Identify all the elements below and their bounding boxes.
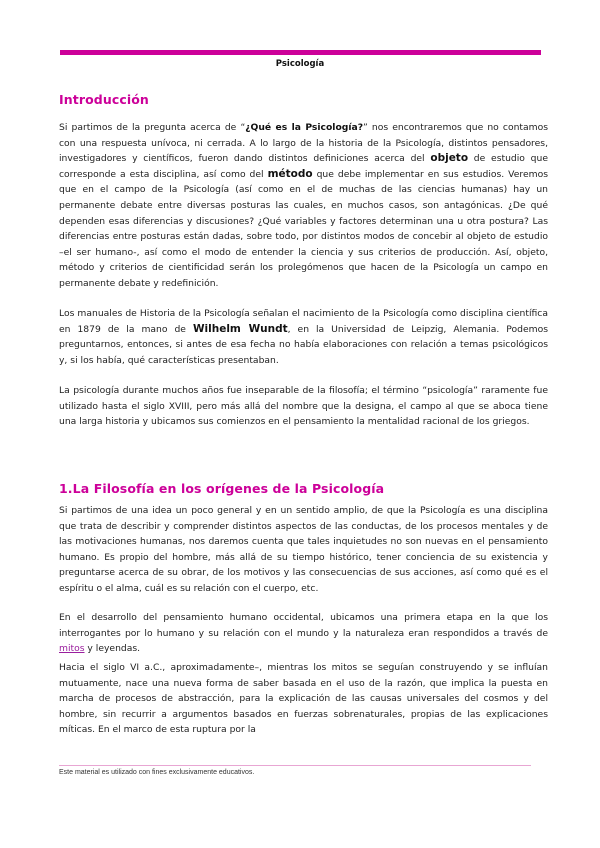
header-accent-bar	[60, 50, 541, 55]
footer-divider	[59, 765, 531, 766]
section-1-heading: 1.La Filosofía en los orígenes de la Psicología	[59, 481, 385, 496]
intro-paragraph-3: La psicología durante muchos años fue inseparable de la filosofía; el término “psicología” raramente fue utilizado hasta el siglo XVIII, pero más allá del nombre que la designa, el campo al que se aboca tiene una larga historia y ubicamos sus comienzos en el pensamiento la mentalidad racional de los griegos.	[59, 385, 548, 428]
intro-heading: Introducción	[59, 92, 149, 107]
mitos-link[interactable]: mitos	[59, 643, 85, 655]
intro-paragraph-2: Los manuales de Historia de la Psicología señalan el nacimiento de la Psicología como disciplina científica en 1879 de la mano de Wilhelm Wundt, en la Universidad de Leipzig, Alemania. Podemos preguntarnos, entonces, si antes de esa fecha no había elaboraciones con relación a temas psicológicos y, si los había, qué características presentaban.	[59, 308, 548, 366]
section-1-paragraph-1: Si partimos de una idea un poco general y en un sentido amplio, de que la Psicología es una disciplina que trata de describir y comprender distintos aspectos de las conductas, de los procesos mentales y de las motivaciones humanas, nos daremos cuenta que tales inquietudes no son nuevas en el pensamiento humano. Es propio del hombre, más allá de su tiempo histórico, tener conciencia de su existencia y preguntarse acerca de su obrar, de los motivos y las consecuencias de sus acciones, así como qué es el espíritu o el alma, cuál es su relación con el cuerpo, etc.	[59, 505, 548, 594]
intro-paragraph-1: Si partimos de la pregunta acerca de “¿Qué es la Psicología?” nos encontraremos que no contamos con una respuesta unívoca, ni cerrada. A lo largo de la historia de la Psicología, distintos pensadores, investigadores y científicos, fueron dando distintos definiciones acerca del objeto de estudio que corresponde a esta disciplina, así como del método que debe implementar en sus estudios. Veremos que en el campo de la Psicología (así como en el de muchas de las ciencias humanas) hay un permanente debate entre diversas posturas las cuales, en muchos casos, son antagónicas. ¿De qué dependen esas diferencias y discusiones? ¿Qué variables y factores determinan una u otra postura? Las diferencias entre posturas están dadas, sobre todo, por distintos modos de concebir al objeto de estudio –el ser humano-, así como el modo de entender la ciencia y sus criterios de producción. Así, objeto, método y criterios de cientificidad serán los prolegómenos que hacen de la Psicología un campo en permanente debate y redefinición.	[59, 122, 548, 289]
section-1-paragraph-3: Hacia el siglo VI a.C., aproximadamente–, mientras los mitos se seguían construyendo y se influían mutuamente, nace una nueva forma de saber basada en el uso de la razón, que implica la puesta en marcha de procesos de abstracción, para la explicación de las causas universales del cosmos y del hombre, sin recurrir a argumentos basados en fuerzas sobrenaturales, propias de las explicaciones míticas. En el marco de esta ruptura por la	[59, 662, 548, 736]
section-1-paragraph-2: En el desarrollo del pensamiento humano occidental, ubicamos una primera etapa en la que los interrogantes por lo humano y su relación con el mundo y la naturaleza eran respondidos a través de mitos y leyendas.	[59, 612, 548, 655]
footer-note: Este material es utilizado con fines exclusivamente educativos.	[59, 769, 255, 776]
running-header: Psicología	[275, 59, 325, 69]
